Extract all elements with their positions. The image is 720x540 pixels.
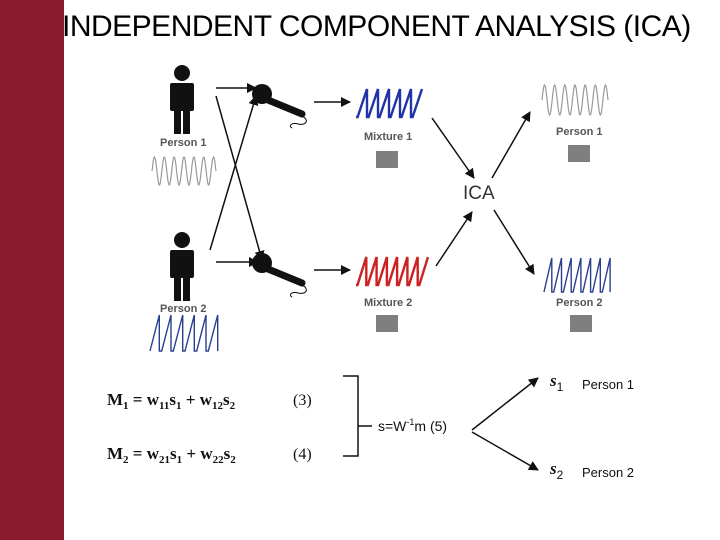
mixture-2-wave — [356, 257, 428, 285]
output-s2-label: Person 2 — [582, 465, 635, 480]
person-1-icon — [170, 65, 194, 134]
arrow-to-s1 — [472, 378, 538, 430]
source-2-wave — [150, 315, 218, 351]
mixture-1-audio-box — [376, 151, 398, 168]
person-2-label: Person 2 — [160, 303, 207, 315]
output-1-audio-box — [568, 145, 590, 162]
mixture-2-audio-box — [376, 315, 398, 332]
equation-4-number: (4) — [293, 446, 312, 463]
mixture-1-wave — [356, 89, 422, 117]
equation-5: $s=W^{-1}m$ (5) — [378, 417, 448, 434]
ica-label: ICA — [463, 183, 495, 204]
svg-text:M1 = w11s1 + w12s2: $M_1 = w_{11}s_1 + w_{12}s_2$ — [107, 390, 236, 412]
output-s1-symbol: $s_1$ — [550, 371, 564, 394]
equation-4 — [107, 444, 312, 466]
mixture-1-label: Mixture 1 — [364, 131, 413, 143]
output-person-2-label: Person 2 — [556, 297, 603, 309]
source-1-wave — [152, 157, 216, 185]
equation-3-number: (3) — [293, 392, 312, 409]
output-person-1-label: Person 1 — [556, 126, 603, 138]
microphone-1-icon — [252, 84, 306, 128]
arrow-p1-mic2 — [216, 96, 262, 260]
arrow-mixture2-ica — [436, 212, 472, 266]
output-s2-symbol: $s_2$ — [550, 459, 564, 482]
person-2-icon — [170, 232, 194, 301]
output-1-wave — [542, 85, 608, 115]
output-2-wave — [544, 258, 610, 292]
person-1-label: Person 1 — [160, 137, 207, 149]
page-title: INDEPENDENT COMPONENT ANALYSIS (ICA) — [62, 10, 691, 43]
arrow-p2-mic1 — [210, 96, 256, 250]
arrow-ica-out2 — [494, 210, 534, 274]
output-s1-label: Person 1 — [582, 377, 635, 392]
mixture-2-label: Mixture 2 — [364, 297, 413, 309]
equations-bracket — [343, 376, 372, 456]
arrow-to-s2 — [472, 432, 538, 470]
microphone-2-icon — [252, 253, 306, 297]
equation-3 — [107, 390, 312, 412]
arrow-mixture1-ica — [432, 118, 474, 178]
arrow-ica-out1 — [492, 112, 530, 178]
svg-text:M2 = w21s1 + w22s2: $M_2 = w_{21}s_1 + w_{22}s_2$ — [107, 444, 236, 466]
output-2-audio-box — [570, 315, 592, 332]
